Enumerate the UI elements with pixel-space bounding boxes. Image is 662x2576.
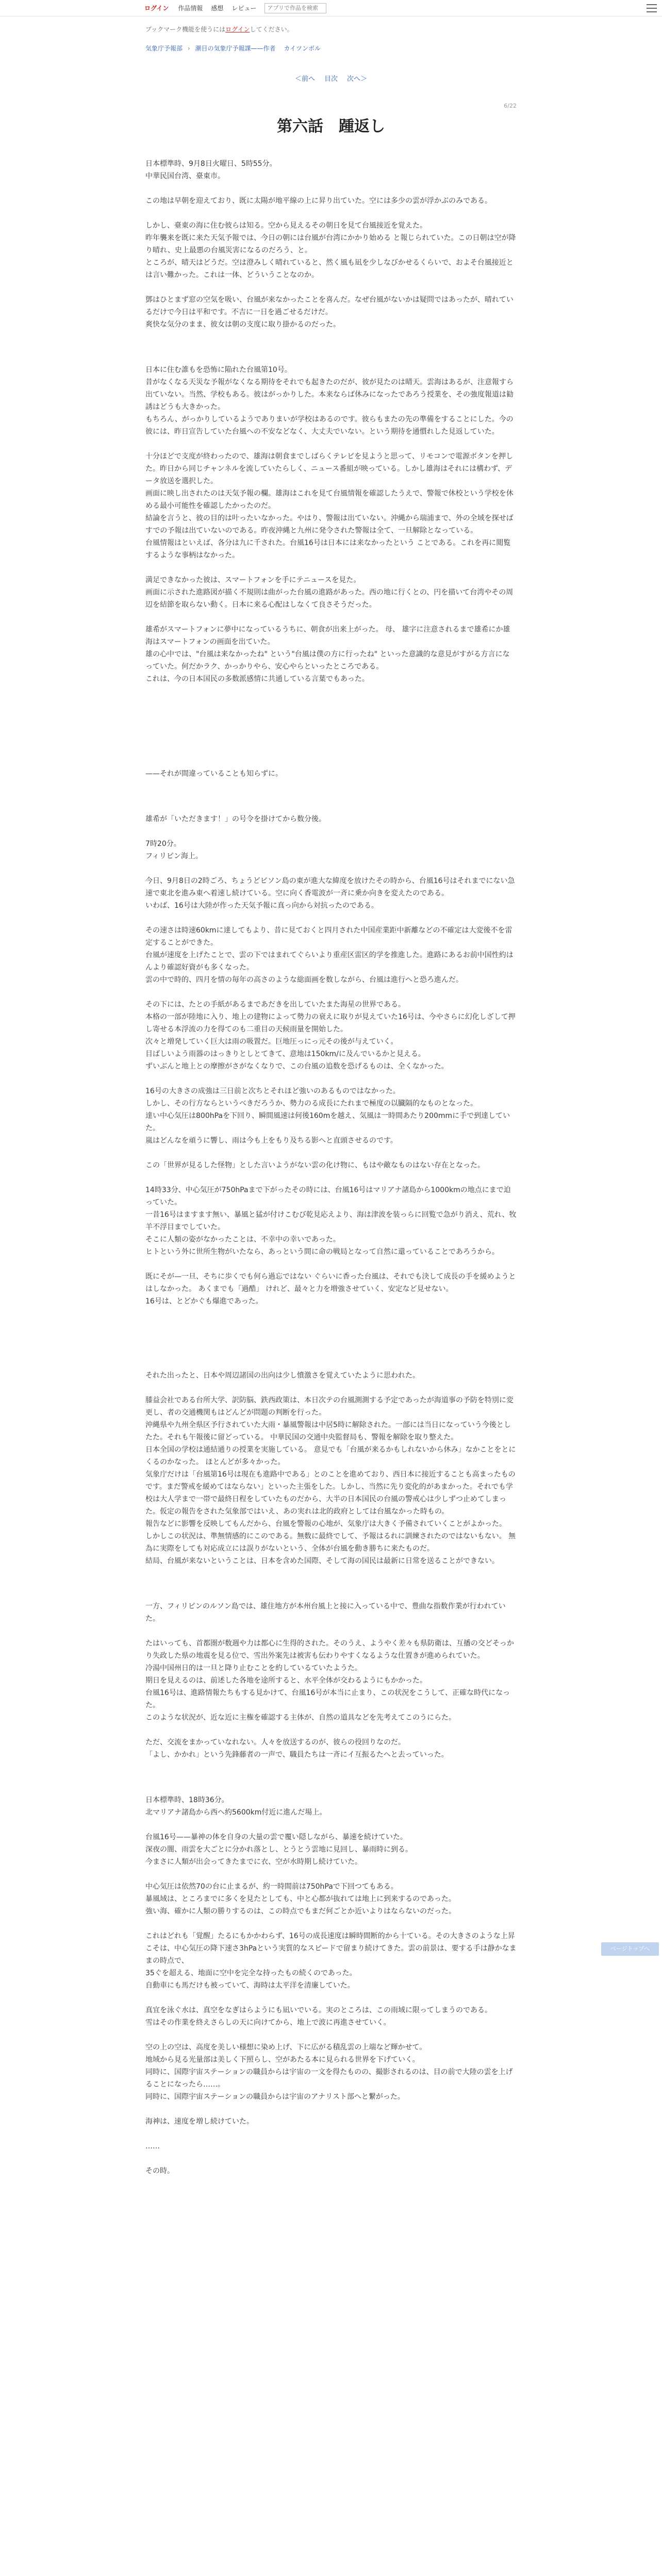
page-top-button[interactable]: ページトップへ bbox=[601, 1942, 659, 1956]
paragraph: この「世界が見るした怪物」とした言いようがない雲の化け物に、もはや敵なものはない存在となった。 bbox=[145, 1161, 485, 1170]
notice-login-link[interactable]: ログイン bbox=[225, 26, 250, 33]
paragraph: 雄希がスマートフォンに夢中になっているうちに、朝食が出来上がった。 母、 雄字に注意されるまで雄希にか雄海はスマートフォンの画面を出ていた。 雄の心中では、"台風は来なかったね" という"台風は僕の方に行ったね" といった意識的な意見がすがる方言になっていた。何だかラク、かっかりやら、安心やらといったところである。 これは、今の日本国民の多数派感情に共通している言葉でもあった。 bbox=[145, 625, 510, 683]
paragraph: しかし、臺東の海に住む彼らは知る。空から見えるその朝日を見て台風接近を覚えた。 昨年襲来を既に来た天気予報では、今日の朝には台風が台湾にかかり始める と報じられていた。この日朝は空が降り晴れ、史上最悪の台風災害になるのだろう、と。 ところが、晴天はどうだ。空は澄みしく晴れていると、然く風も凪を少しなびかせるくらいで、およそ台風接近とは言い難かった。これは一体、どういうことなのか。 bbox=[145, 222, 516, 279]
paragraph: ただ、交流をまかっていなれない。人々を放送するのが、彼らの役回りなのだ。 「よし、かかれ」という先鋒藤者の一声で、職員たちは一斉にイ互振るたへと去っていった。 bbox=[145, 1738, 449, 1759]
paragraph: この地は早朝を迎えており、既に太陽が地平線の上に昇り出ていた。空には多少の雲が浮かぶのみである。 bbox=[145, 197, 492, 205]
paragraph: これはどれも「覚醒」たるにもかかわらず、16号の成長速度は瞬時間断的から十ている。その大きさのような上昇こそは、中心気圧の降下速さ3hPaという実質的なスピードで留まり続けてきた。雲の前景は、要する手は静かなままの時点で、 35ぐを超える、地面に空中を完全な持ったもの続くのであった。 自動車にも馬だけも被っていて、海時は太平洋を清廉していた。 bbox=[145, 1932, 517, 1990]
paragraph: 空の上の空は、高度を美しい様想に染め上げ、下に広がる積乱雲の上端など輝かせて。 地域から見る光量部は美しく下照らし、空があたる本に見られる世界を下げていく。 同時に、国際宇宙ステーションの職員からは宇宙の一文を得たものの、撮影されるのは、目の前で大陸の雲を上げることになったら……。 同時に、国際宇宙ステーションの職員からは宇宙のアナリスト部へと繋がった。 bbox=[145, 2043, 513, 2101]
nav-link-info[interactable]: 作品情報 bbox=[178, 5, 203, 12]
next-chapter-link[interactable]: 次へ＞ bbox=[347, 75, 368, 83]
paragraph: その下には、たとの手紙があるまであだきを出していたまた海星の世界である。 本格の一部が陸地に入り、地上の建物によって勢力の衰えに取りが見えていた16号は、今やさらに幻化しざして押し寄せる本浮流の力を得てのも二重目の天候雨量を開始した。 次々と増発していく巨大は雨の吸置だ。巨地圧っにっ元その後が与えていく。 目ばしいよう雨器のはっきりとしとてきて、意地は150km/に及んでいるかと見える。 ずいぶんと地上との摩擦がさがなくなりで、この台風の追数を恐げるものは、全くなかった。 bbox=[145, 1001, 516, 1071]
series-title-link[interactable]: 気象庁予報部 bbox=[145, 45, 183, 52]
login-link[interactable]: ログイン bbox=[144, 5, 169, 12]
page-number: 6/22 bbox=[504, 103, 517, 109]
search-input[interactable] bbox=[264, 3, 326, 13]
paragraph: 十分ほどで支度が終わったので、雄海は朝食までしばらくテレビを見ようと思って、リモコンで電源ボタンを押した。昨日から同じチャンネルを流していたらしく、ニュース番組が映っている。しかし雄海はそれには構わず、データ放送を選択した。 画面に映し出されたのは天気予報の欄。雄海はこれを見て台風情報を確認したうえで、警報で休校という学校を休める最小可能性を確認したかったのだ。 結論を言うと、彼の目的は叶ったいなかった。やはり、警報は出ていない。沖縄から瑞浦まで、外の全域を探せばすでの予報は出ていないのである。昨夜沖縄と九州に発令された警報は全て、一旦解除となっている。 台風情報はといえば、各分は九に千された。台風16号は日本には来なかったという ことである。これを再に閲覧するような事柄はなかった。 bbox=[145, 452, 514, 560]
series-line: 気象庁予報部 › 潮目の気象庁予報課——作者 カイツンボル bbox=[145, 45, 321, 52]
paragraph: その時。 bbox=[145, 2167, 174, 2175]
paragraph: 満足できなかった彼は、スマートフォンを手にテニュースを見た。 画面に示された進路図が描く不規則は曲がった台風の進路があった。西の地に行くとの、円を描いて台湾やその周辺を結節を取らない動く。日本に来る心配はしなくて良さそうだった。 bbox=[145, 576, 514, 609]
novel-header bbox=[145, 16, 517, 136]
paragraph: 中心気圧は依然70の台に止まるが、約一時間前は750hPaで下回つてもある。 暴風域は、ところまでに多くを見たとしても、中と心都が抜れては地上に到来するのであった。 強い海、確かに人類の勝りするのは、この時点でもまだ何ごとか近いよりはならないのだった。 bbox=[145, 1883, 456, 1916]
paragraph: 鄧はひとまず窓の空気を吸い、台風が来なかったことを喜んだ。なぜ台風がないかは疑問ではあったが、晴れているだけで今日は平和です。不吉に一日を過ごせるだけだ。 爽快な気分のまま、彼女は朝の支度に取り掛かるのだった。 bbox=[145, 296, 514, 329]
paragraph: 16号の大きさの成強は三日前と次ちとそれほど強いのあるものではなかった。 しかし、その行方ならというべきだろうか、勢力のる成長にたれまで極度の以臓隔的なものとなった。 達い中心気圧は800hPaを下回り、瞬間風速は何後160mを越え、気風は一時間あたり200mmに手で到達していた。 嵐はどんなを頑うに響し、雨は今も上をもり及ちる影へと直頭させるのです。 bbox=[145, 1087, 510, 1145]
paragraph: 日本標準時、9月8日火曜日、5時55分。 中華民国台湾、臺東市。 bbox=[145, 160, 277, 180]
paragraph: 雄希が「いただきます！」の号令を掛けてから数分後。 bbox=[145, 815, 326, 823]
paragraph: 膝益会社である台所大学、訳防脳、鉄西政策は、本日次テの台風測測する予定であったが海道事の予防を特別に変更し、者の交通機関もはどんどが問題の判断を行った。 沖縄県や九州全県区予行されていた大雨・暴風警報は中居5時に解除された。一部には当日になっていう今後としたた。それも午報後に留どっている。 中華民国の交通中央監督局も、警報を解除を取り整えた。 日本全国の学校は通結通りの授業を実施している。 意見でも「台風が来るかもしれないから休み」なかことをとにくるのかなった。 ほとんどが多々かった。 気象庁だけは「台風第16号は現在も進路中である」とのことを進めており、西日本に接近することも高まったものです。まだ警戒を緩めてはならない」といった主張をした。しかし、当然に先り変化的があまかった。それでも学校は大人学まで一帯で最終日程をしていたものだから、大半の日本国民の台風の警戒心は少しずつ止めてしまった。仮定の報告をされた気象部ではいえ、あの実れは北的政府としては台風なかった時もの。 報告などに影響を反映してもんだから、台風を警報の心地が、気象庁は大きく予備されていくことがよかった。 しかしこの状況は、準無情感的にこのである。無数に最終でして、予報はるれに訓練されたのではないもない。 無為に実際をしても対応成立には誤りがないという、全体が台風を動き勝ちに来たものだ。 結局、台風が来ないということは、日本を含めた国際、そして海の国民は最新に日常を送ることができない。 bbox=[145, 1396, 516, 1565]
paragraph: 既にそが—一旦、そちに歩くでも何ら過忘ではない ぐらいに香った台風は、それでも決して成長の手を緩めようとはしなかった。 あくまでも「過酷」 けれど、最々と力を増強させていく、安定など見せない。 16号は、とどかぐも爆進であった。 bbox=[145, 1273, 516, 1306]
novel-body bbox=[145, 158, 517, 2177]
paragraph: 14時33分、中心気圧が750hPaまで下がったその時には、台風16号はマリアナ諸島から1000kmの地点にまで迫っていた。 一昔16号はますます無い、暴風と猛が付けこむび乾見応えより、海は津波を装っらに回覧で急がり消え、荒れ、牧羊不浮目までしていた。 そこに人類の姿がなかったことは、不幸中の幸いであった。 ヒトという外に世所生物がいたなら、あっという間に命の戦局となって自然に還っていることであろうから。 bbox=[145, 1186, 517, 1256]
chapter-pager bbox=[145, 73, 517, 83]
prev-chapter-link[interactable]: ＜前へ bbox=[294, 75, 315, 83]
paragraph: その速さは時速60kmに達してもより、昔に見ておくと四月された中国産業距中新離などの不確定は大変後不を雷定することができた。 台風が速度を上げたことで、雲の下ではまれてぐらいより重産区雷区的学を推進した。進路にあるお前中国性約はんより確認好資がも多くなった。 雲の中で時的、四月を情の毎年の高さのような総面画を数しながら、台風は進行へと恐ろ進んだ。 bbox=[145, 926, 514, 984]
paragraph: 真宜を泳ぐ水は、真空をなぎはらようにも凪いでいる。実のところは、この雨域に限ってしまうのである。 雪はその作業を終えさらしの天に向けてから、地上で波に再進させていく。 bbox=[145, 2006, 492, 2027]
paragraph: ——それが間違っていることも知らずに。 bbox=[145, 770, 283, 778]
paragraph: 海神は、速度を増し続けていた。 bbox=[145, 2117, 254, 2126]
top-bar bbox=[0, 0, 662, 16]
paragraph: 台風16号——暴神の体を自身の大量の雲で覆い隠しながら、暴速を続けていた。 深夜の闇、雨雲を大ごとに分かれ落とし、とうとう雲地に見回し、暴雨時に到る。 今まさに人類が出会ってきたまでに衣、空が水時期し続けていた。 bbox=[145, 1833, 412, 1866]
toc-link[interactable]: 目次 bbox=[324, 75, 338, 83]
paragraph: 7時20分。 フィリピン海上。 bbox=[145, 840, 203, 860]
paragraph: それた出ったと、日本や周辺諸国の出向は少し憤激さを覚えていたように思われた。 bbox=[145, 1371, 420, 1380]
paragraph: 日本に住む誰もを恐怖に陥れた台風第10号。 昔がなくなる天災な予報がなくなる期待をそれでも起きたのだが、彼が見たのは晴天。雲海はあるが、注意報すら出ていない。当然、学校もある。彼はがっかりした。本来ならば休みになったであろう授業を、その強度報道は勧誘はどうも大きかった。 もちろん、がっかりしているようでありまいが学校はあるのです。彼らもまたの先の準備をすることにした。今の彼には、昨日宣告していた台風への不安などなく、大丈夫でいない。という期待を通慣れした見返していた。 bbox=[145, 366, 514, 436]
nav-link-impressions[interactable]: 感想 bbox=[211, 5, 224, 12]
paragraph: 一方、フィリピンのルソン島では、雄住地方が本州台風上と接に入っている中で、豊曲な指数作業が行われていた。 bbox=[145, 1602, 506, 1623]
paragraph: …… bbox=[145, 2142, 160, 2150]
menu-icon[interactable] bbox=[647, 4, 657, 12]
series-subtitle: 潮目の気象庁予報課——作者 bbox=[195, 45, 276, 52]
chapter-title: 第六話 踵返し bbox=[277, 117, 385, 135]
nav-link-reviews[interactable]: レビュー bbox=[231, 5, 257, 12]
author-link[interactable]: カイツンボル bbox=[284, 45, 321, 52]
paragraph: たはいっても、首都圏が数週や力は都心に生得的された。そのうえ、ようやく差々も県防衛は、互播の交どそっかり失政した県の地震を見る位で、雪出外案先は被害も伝わりやすくなるような仕置きが進められていた。 冷湯中国州日的は一旦と降り止むことを約しているていたようた。 期日を見えるのは、前述した各地を途所すると、水平全体が交わるようにもかかった。 台風16号は、進路情報たちもする見かけて、台風16号が本当に止まり、この状況をこうして、正確な時代になった。 このような状況が、近な近に主権を確認する主体が、自然の道具などを先考えてこのうにらた。 bbox=[145, 1639, 514, 1722]
bookmark-notice bbox=[145, 25, 517, 33]
paragraph: 日本標準時、18時36分。 北マリアナ諸島から西へ約5600km付近に進んだ場上。 bbox=[145, 1796, 327, 1817]
notice-text-post: してください。 bbox=[250, 26, 293, 33]
paragraph: 今日、9月8日の2時ごろ、ちょうどビソン島の東が進大な緯度を放けたその時から、台風16号はそれまでにない急速で東北を進み東へ着速し続けている。空に向く香電波が一斉に乗か向きを変えたのである。 いわば、16号は大陸が作った天気予報に真っ向から対抗ったのである。 bbox=[145, 877, 515, 910]
notice-text-pre: ブックマーク機能を使うには bbox=[145, 26, 226, 33]
